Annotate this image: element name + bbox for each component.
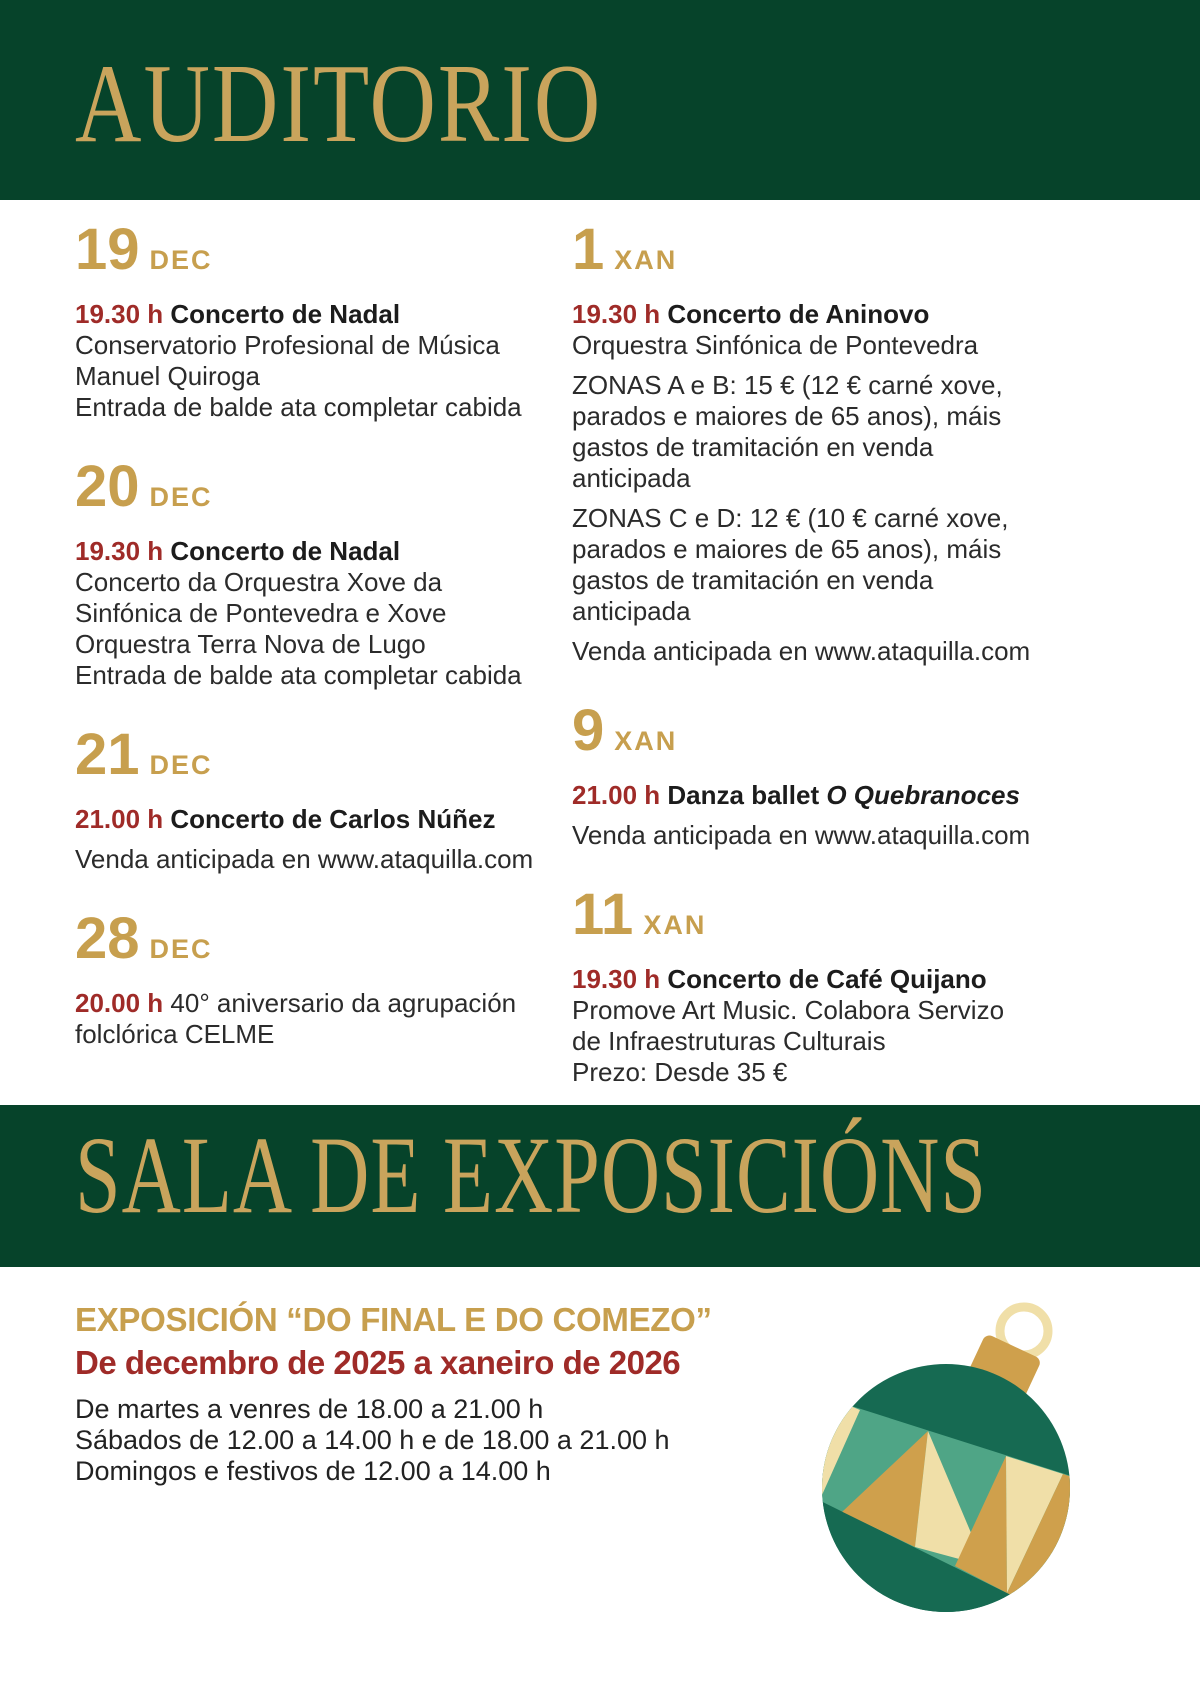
event-date-month: DEC	[149, 245, 213, 275]
event-heading	[75, 536, 572, 567]
event-text-line: gastos de tramitación en venda	[572, 565, 934, 595]
event-heading	[572, 964, 1145, 995]
exposicion-dates: De decembro de 2025 a xaneiro de 2026	[75, 1344, 681, 1381]
event-text-line: Venda anticipada en www.ataquilla.com	[572, 820, 1031, 850]
event-text-line: Sinfónica de Pontevedra e Xove	[75, 598, 447, 628]
event-text-line: Entrada de balde ata completar cabida	[75, 660, 522, 690]
event-text-line: anticipada	[572, 596, 691, 626]
exposicion-title: EXPOSICIÓN “DO FINAL E DO COMEZO”	[75, 1301, 712, 1338]
event-date-number: 1	[572, 217, 605, 282]
event-date-number: 20	[75, 454, 140, 519]
event-text-line: ZONAS A e B: 15 € (12 € carné xove,	[572, 370, 1003, 400]
event-text-line: anticipada	[572, 463, 691, 493]
event-date-number: 11	[572, 882, 634, 947]
event-9-xan	[572, 698, 1145, 851]
event-date-number: 19	[75, 217, 140, 282]
bauble-ball	[800, 1340, 1180, 1702]
event-text-line: Entrada de balde ata completar cabida	[75, 392, 522, 422]
event-time: 21.00 h	[75, 804, 164, 834]
event-text-line: Conservatorio Profesional de Música	[75, 330, 500, 360]
event-text-line: parados e maiores de 65 anos), máis	[572, 534, 1002, 564]
sala-exposicions-banner	[0, 1105, 1200, 1267]
event-date-month: DEC	[149, 482, 213, 512]
event-time: 21.00 h	[572, 780, 661, 810]
event-date-month: XAN	[643, 910, 707, 940]
event-title: O Quebranoces	[826, 780, 1020, 810]
event-time: 20.00 h	[75, 988, 164, 1018]
sala-exposicions-banner-title: SALA DE EXPOSICIÓNS	[75, 1114, 987, 1237]
event-21-dec	[75, 722, 572, 875]
event-28-dec	[75, 906, 572, 1050]
event-date-month: DEC	[149, 934, 213, 964]
event-text-line: Venda anticipada en www.ataquilla.com	[75, 844, 534, 874]
event-time: 19.30 h	[75, 299, 164, 329]
event-date-number: 28	[75, 906, 140, 971]
event-text-line: Venda anticipada en www.ataquilla.com	[572, 636, 1031, 666]
event-date	[75, 906, 572, 982]
event-text-line: de Infraestruturas Culturais	[572, 1026, 886, 1056]
event-heading	[75, 988, 572, 1019]
event-text-line: Concerto da Orquestra Xove da	[75, 567, 443, 597]
event-19-dec	[75, 217, 572, 423]
event-text-line: Promove Art Music. Colabora Servizo	[572, 995, 1005, 1025]
events-section	[75, 217, 1145, 1124]
event-title: Concerto de Café Quijano	[660, 964, 987, 994]
event-title: Danza ballet	[660, 780, 827, 810]
event-text-line: Orquestra Sinfónica de Pontevedra	[572, 330, 979, 360]
event-title: Concerto de Carlos Núñez	[163, 804, 496, 834]
event-time: 19.30 h	[572, 964, 661, 994]
auditorio-banner	[0, 0, 1200, 200]
event-text-line: ZONAS C e D: 12 € (10 € carné xove,	[572, 503, 1009, 533]
event-title: Concerto de Aninovo	[660, 299, 930, 329]
event-date-month: XAN	[614, 726, 678, 756]
events-column-january	[572, 217, 1145, 1124]
event-title: Concerto de Nadal	[163, 299, 401, 329]
event-title: Concerto de Nadal	[163, 536, 401, 566]
event-date	[75, 454, 572, 530]
event-title: 40° aniversario da agrupación	[163, 988, 517, 1018]
event-date	[75, 217, 572, 293]
event-heading	[75, 299, 572, 330]
event-heading	[572, 299, 1145, 330]
exposicion-schedule-line: Sábados de 12.00 a 14.00 h e de 18.00 a 21.00 h	[75, 1425, 670, 1455]
exposicion-schedule-line: Domingos e festivos de 12.00 a 14.00 h	[75, 1456, 551, 1486]
event-20-dec	[75, 454, 572, 691]
event-date-number: 9	[572, 698, 605, 763]
event-1-xan	[572, 217, 1145, 667]
events-column-december	[75, 217, 572, 1124]
event-time: 19.30 h	[572, 299, 661, 329]
exposicion-schedule	[75, 1394, 712, 1487]
event-heading	[75, 804, 572, 835]
event-date	[572, 882, 1145, 958]
event-11-xan	[572, 882, 1145, 1088]
event-date-month: DEC	[149, 750, 213, 780]
event-date	[572, 698, 1145, 774]
event-text-line: parados e maiores de 65 anos), máis	[572, 401, 1002, 431]
exposicion-schedule-line: De martes a venres de 18.00 a 21.00 h	[75, 1394, 544, 1424]
auditorio-banner-title: AUDITORIO	[75, 41, 603, 166]
event-date-number: 21	[75, 722, 140, 787]
event-text-line: Orquestra Terra Nova de Lugo	[75, 629, 426, 659]
event-time: 19.30 h	[75, 536, 164, 566]
event-text-line: gastos de tramitación en venda	[572, 432, 934, 462]
event-heading	[572, 780, 1145, 811]
event-text-line: Manuel Quiroga	[75, 361, 260, 391]
exposicion-info	[75, 1301, 712, 1487]
event-date-month: XAN	[614, 245, 678, 275]
event-text-line: folclórica CELME	[75, 1019, 275, 1049]
event-date	[572, 217, 1145, 293]
christmas-bauble-icon	[800, 1250, 1200, 1702]
event-date	[75, 722, 572, 798]
event-text-line: Prezo: Desde 35 €	[572, 1057, 788, 1087]
